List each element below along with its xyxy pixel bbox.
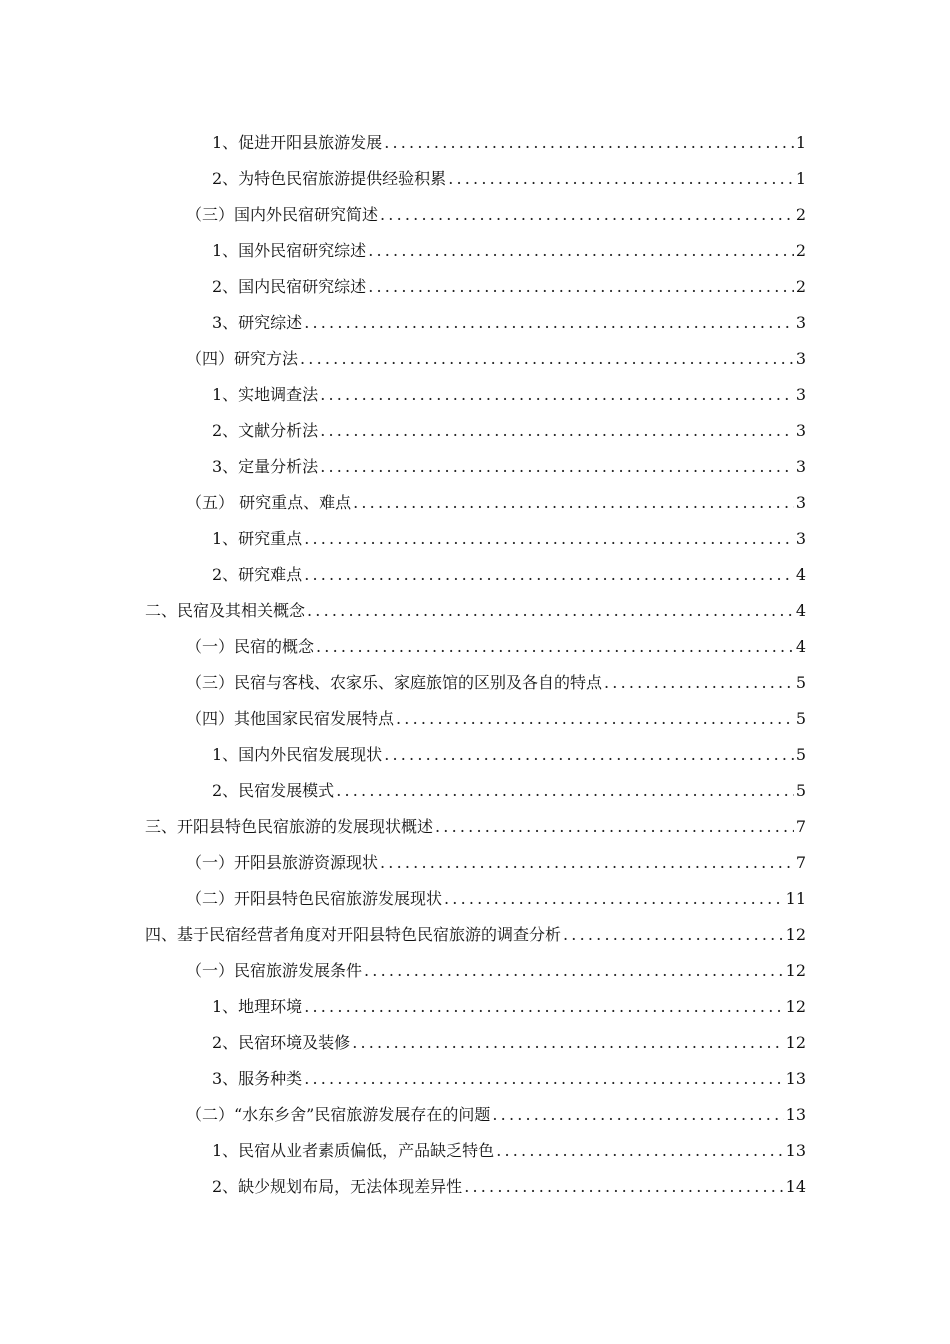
toc-entry-page-number: 1 bbox=[795, 169, 806, 188]
toc-entry-page-number: 2 bbox=[795, 205, 806, 224]
toc-entry-title: 1、国内外民宿发展现状 bbox=[212, 745, 383, 764]
toc-dot-leader bbox=[380, 853, 794, 873]
toc-entry-title: （一）开阳县旅游资源现状 bbox=[186, 853, 379, 872]
toc-entry-title: （四）研究方法 bbox=[186, 349, 299, 368]
toc-dot-leader bbox=[320, 457, 794, 477]
toc-dot-leader bbox=[444, 889, 784, 909]
toc-dot-leader bbox=[307, 601, 794, 621]
toc-entry-page-number: 14 bbox=[785, 1177, 806, 1196]
toc-entry-title: （一）民宿旅游发展条件 bbox=[186, 961, 363, 980]
toc-dot-leader bbox=[304, 565, 794, 585]
toc-entry-title: 1、地理环境 bbox=[212, 997, 303, 1016]
toc-entry-title: 2、国内民宿研究综述 bbox=[212, 277, 367, 296]
toc-entry[interactable] bbox=[145, 915, 806, 945]
toc-dot-leader bbox=[396, 709, 794, 729]
toc-entry-page-number: 3 bbox=[795, 529, 806, 548]
toc-entry-page-number: 5 bbox=[795, 745, 806, 764]
toc-dot-leader bbox=[320, 385, 794, 405]
toc-entry-page-number: 5 bbox=[795, 709, 806, 728]
toc-entry-page-number: 4 bbox=[795, 565, 806, 584]
toc-entry-page-number: 1 bbox=[795, 133, 806, 152]
toc-entry-page-number: 3 bbox=[795, 313, 806, 332]
toc-entry-title: 1、民宿从业者素质偏低，产品缺乏特色 bbox=[212, 1141, 495, 1160]
toc-entry[interactable] bbox=[212, 987, 806, 1017]
toc-dot-leader bbox=[304, 529, 794, 549]
toc-entry-page-number: 7 bbox=[795, 817, 806, 836]
toc-entry[interactable] bbox=[186, 951, 806, 981]
toc-entry-title: （三）民宿与客栈、农家乐、家庭旅馆的区别及各自的特点 bbox=[186, 673, 603, 692]
toc-entry-title: 三、开阳县特色民宿旅游的发展现状概述 bbox=[145, 817, 434, 836]
toc-entry-title: 3、研究综述 bbox=[212, 313, 303, 332]
toc-dot-leader bbox=[368, 277, 794, 297]
toc-entry-page-number: 5 bbox=[795, 673, 806, 692]
toc-entry-title: 2、为特色民宿旅游提供经验积累 bbox=[212, 169, 447, 188]
toc-entry[interactable] bbox=[212, 1059, 806, 1089]
toc-dot-leader bbox=[352, 1033, 783, 1053]
toc-entry-title: 1、实地调查法 bbox=[212, 385, 319, 404]
toc-entry-page-number: 2 bbox=[795, 241, 806, 260]
toc-entry[interactable] bbox=[212, 267, 806, 297]
toc-entry-title: （五） 研究重点、难点 bbox=[186, 493, 352, 512]
toc-entry[interactable] bbox=[186, 339, 806, 369]
toc-entry[interactable] bbox=[212, 303, 806, 333]
toc-entry[interactable] bbox=[212, 555, 806, 585]
toc-entry[interactable] bbox=[212, 231, 806, 261]
toc-entry-page-number: 3 bbox=[795, 349, 806, 368]
toc-entry-page-number: 13 bbox=[785, 1105, 806, 1124]
toc-entry[interactable] bbox=[212, 1167, 806, 1197]
toc-entry-title: 1、研究重点 bbox=[212, 529, 303, 548]
toc-dot-leader bbox=[304, 1069, 783, 1089]
toc-entry-title: 1、国外民宿研究综述 bbox=[212, 241, 367, 260]
toc-entry[interactable] bbox=[186, 195, 806, 225]
toc-dot-leader bbox=[380, 205, 794, 225]
toc-entry[interactable] bbox=[212, 771, 806, 801]
toc-entry-page-number: 2 bbox=[795, 277, 806, 296]
toc-entry-title: 2、民宿发展模式 bbox=[212, 781, 335, 800]
toc-entry-page-number: 7 bbox=[795, 853, 806, 872]
toc-dot-leader bbox=[435, 817, 794, 837]
toc-entry[interactable] bbox=[212, 1131, 806, 1161]
toc-entry-page-number: 11 bbox=[785, 889, 806, 908]
toc-entry-page-number: 4 bbox=[795, 601, 806, 620]
toc-entry-title: （一）民宿的概念 bbox=[186, 637, 315, 656]
toc-entry[interactable] bbox=[212, 411, 806, 441]
toc-entry[interactable] bbox=[186, 1095, 806, 1125]
toc-entry[interactable] bbox=[212, 159, 806, 189]
toc-dot-leader bbox=[336, 781, 794, 801]
toc-entry[interactable] bbox=[212, 519, 806, 549]
toc-entry[interactable] bbox=[186, 627, 806, 657]
toc-dot-leader bbox=[464, 1177, 783, 1197]
toc-entry-title: 2、研究难点 bbox=[212, 565, 303, 584]
toc-entry[interactable] bbox=[212, 447, 806, 477]
toc-dot-leader bbox=[300, 349, 794, 369]
toc-dot-leader bbox=[364, 961, 784, 981]
toc-dot-leader bbox=[304, 313, 794, 333]
toc-entry[interactable] bbox=[186, 699, 806, 729]
toc-entry-title: （二）“水东乡舍”民宿旅游发展存在的问题 bbox=[186, 1105, 491, 1124]
toc-entry-title: 3、定量分析法 bbox=[212, 457, 319, 476]
toc-entry-title: （四）其他国家民宿发展特点 bbox=[186, 709, 395, 728]
toc-dot-leader bbox=[316, 637, 794, 657]
toc-entry-title: （二）开阳县特色民宿旅游发展现状 bbox=[186, 889, 443, 908]
toc-dot-leader bbox=[304, 997, 783, 1017]
toc-entry-title: 3、服务种类 bbox=[212, 1069, 303, 1088]
toc-entry[interactable] bbox=[186, 843, 806, 873]
toc-entry-page-number: 13 bbox=[785, 1069, 806, 1088]
toc-dot-leader bbox=[563, 925, 784, 945]
toc-entry[interactable] bbox=[212, 1023, 806, 1053]
toc-entry-title: 1、促进开阳县旅游发展 bbox=[212, 133, 383, 152]
toc-dot-leader bbox=[496, 1141, 783, 1161]
toc-entry[interactable] bbox=[186, 483, 806, 513]
toc-dot-leader bbox=[384, 133, 794, 153]
toc-entry-title: （三）国内外民宿研究简述 bbox=[186, 205, 379, 224]
toc-entry[interactable] bbox=[212, 123, 806, 153]
toc-entry-title: 2、民宿环境及装修 bbox=[212, 1033, 351, 1052]
toc-entry-page-number: 13 bbox=[785, 1141, 806, 1160]
toc-entry[interactable] bbox=[145, 591, 806, 621]
toc-entry-page-number: 3 bbox=[795, 385, 806, 404]
toc-entry[interactable] bbox=[186, 879, 806, 909]
toc-entry-page-number: 5 bbox=[795, 781, 806, 800]
toc-entry-page-number: 12 bbox=[785, 961, 806, 980]
toc-entry[interactable] bbox=[145, 807, 806, 837]
toc-entry-page-number: 3 bbox=[795, 457, 806, 476]
toc-entry-title: 2、缺少规划布局，无法体现差异性 bbox=[212, 1177, 463, 1196]
toc-entry-title: 四、基于民宿经营者角度对开阳县特色民宿旅游的调查分析 bbox=[145, 925, 562, 944]
toc-entry-page-number: 4 bbox=[795, 637, 806, 656]
toc-entry[interactable] bbox=[212, 735, 806, 765]
toc-entry-page-number: 3 bbox=[795, 493, 806, 512]
toc-entry[interactable] bbox=[186, 663, 806, 693]
toc-dot-leader bbox=[384, 745, 794, 765]
toc-entry-page-number: 12 bbox=[785, 997, 806, 1016]
toc-entry-page-number: 3 bbox=[795, 421, 806, 440]
toc-dot-leader bbox=[448, 169, 794, 189]
toc-entry-page-number: 12 bbox=[785, 1033, 806, 1052]
toc-entry-title: 2、文献分析法 bbox=[212, 421, 319, 440]
toc-dot-leader bbox=[320, 421, 794, 441]
toc-entry-page-number: 12 bbox=[785, 925, 806, 944]
toc-dot-leader bbox=[368, 241, 794, 261]
toc-dot-leader bbox=[353, 493, 794, 513]
toc-entry[interactable] bbox=[212, 375, 806, 405]
toc-dot-leader bbox=[604, 673, 794, 693]
toc-entry-title: 二、民宿及其相关概念 bbox=[145, 601, 306, 620]
toc-dot-leader bbox=[492, 1105, 783, 1125]
